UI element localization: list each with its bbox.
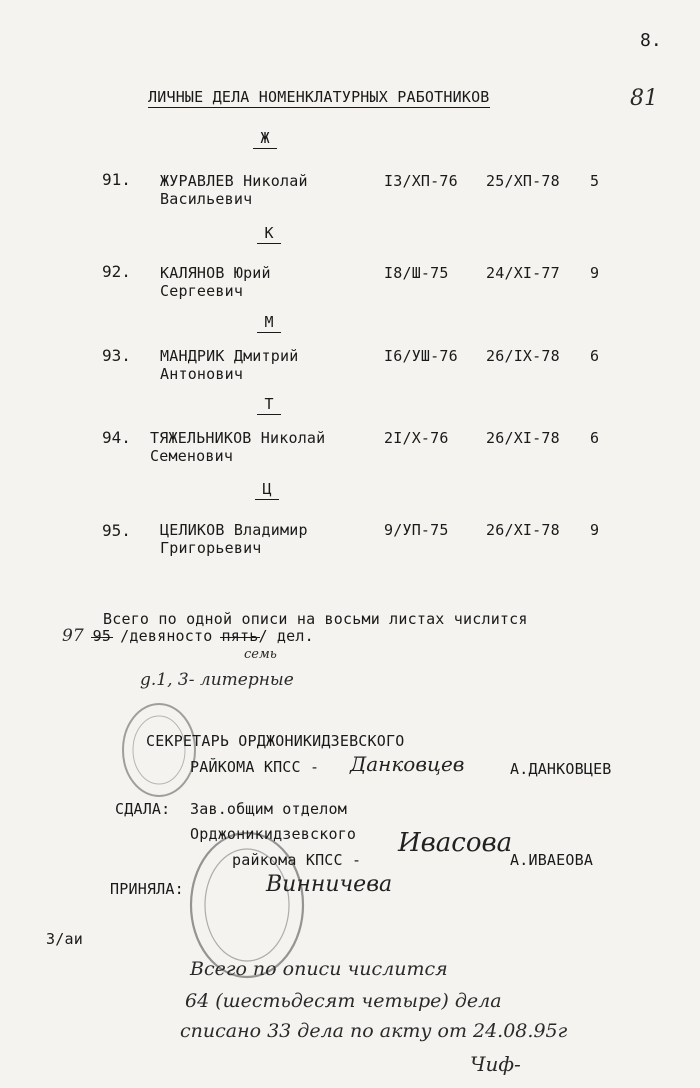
entry-patronymic: Сергеевич: [160, 282, 244, 300]
entry-start-date: 2I/X-76: [384, 429, 449, 447]
entry-sheets: 9: [590, 264, 600, 282]
entry-patronymic: Григорьевич: [160, 539, 262, 557]
total-words-b: / дел.: [258, 627, 314, 645]
section-letter: Ж: [253, 129, 277, 149]
entry-number: 92.: [102, 262, 131, 281]
entry-start-date: I6/УШ-76: [384, 347, 458, 365]
footer-note-line-3: списано 33 дела по акту от 24.08.95г: [180, 1020, 568, 1042]
entry-number: 95.: [102, 521, 131, 540]
entry-number: 94.: [102, 428, 131, 447]
footer-note-line-1: Всего по описи числится: [190, 958, 448, 980]
total-word-struck: пять: [221, 627, 259, 645]
total-correction-handwritten: семь: [244, 647, 277, 662]
page-number: 8.: [640, 30, 662, 51]
entry-sheets: 5: [590, 172, 600, 190]
secretary-title-line-2: РАЙКОМА КПСС -: [190, 758, 320, 776]
entry-end-date: 24/XI-77: [486, 264, 560, 282]
handed-over-signature: Ивасова: [398, 828, 513, 858]
entry-number: 93.: [102, 346, 131, 365]
entry-sheets: 6: [590, 347, 600, 365]
section-letter: Ц: [255, 480, 279, 500]
entry-end-date: 26/IX-78: [486, 347, 560, 365]
entry-end-date: 26/XI-78: [486, 429, 560, 447]
handed-over-line-3: райкома КПСС -: [232, 851, 362, 869]
handed-over-line-1: Зав.общим отделом: [190, 800, 347, 818]
document-code: 3/аи: [46, 930, 83, 948]
total-count-handwritten: 97: [62, 626, 84, 646]
document-heading: ЛИЧНЫЕ ДЕЛА НОМЕНКЛАТУРНЫХ РАБОТНИКОВ: [148, 88, 490, 106]
handed-over-name: А.ИВАЕОВА: [510, 851, 594, 869]
entry-start-date: I8/Ш-75: [384, 264, 449, 282]
entry-name: МАНДРИК Дмитрий: [160, 347, 299, 365]
entry-name: ЖУРАВЛЕВ Николай: [160, 172, 308, 190]
entry-sheets: 6: [590, 429, 600, 447]
total-line-2: [62, 626, 314, 646]
entry-start-date: 9/УП-75: [384, 521, 449, 539]
round-stamp-upper: [120, 700, 198, 800]
secretary-signature: Данковцев: [350, 752, 465, 776]
section-letter: Т: [257, 395, 281, 415]
entry-patronymic: Васильевич: [160, 190, 253, 208]
section-letter: К: [257, 224, 281, 244]
entry-name: ТЯЖЕЛЬНИКОВ Николай: [150, 429, 326, 447]
entry-end-date: 26/XI-78: [486, 521, 560, 539]
entry-number: 91.: [102, 170, 131, 189]
total-count-struck: 95: [92, 627, 112, 645]
total-line-1: Всего по одной описи на восьми листах числится: [103, 610, 528, 628]
footer-signature: Чиф-: [470, 1052, 521, 1076]
entry-start-date: I3/XП-76: [384, 172, 458, 190]
entry-name: КАЛЯНОВ Юрий: [160, 264, 271, 282]
entry-patronymic: Антонович: [160, 365, 244, 383]
handed-over-label: СДАЛА:: [115, 800, 171, 818]
section-letter: М: [257, 313, 281, 333]
secretary-title-line-1: СЕКРЕТАРЬ ОРДЖОНИКИДЗЕВСКОГО: [146, 732, 405, 750]
entry-sheets: 9: [590, 521, 600, 539]
footer-note-line-2: 64 (шестьдесят четыре) дела: [185, 990, 502, 1012]
secretary-name: А.ДАНКОВЦЕВ: [510, 760, 612, 778]
entry-end-date: 25/XП-78: [486, 172, 560, 190]
sheet-number-handwritten: 81: [630, 86, 658, 111]
entry-name: ЦЕЛИКОВ Владимир: [160, 521, 308, 539]
literal-cases-note: g.1, 3- литерные: [140, 670, 294, 690]
total-words-a: /девяносто: [120, 627, 213, 645]
accepted-signature: Винничева: [266, 872, 393, 897]
entry-patronymic: Семенович: [150, 447, 234, 465]
accepted-label: ПРИНЯЛА:: [110, 880, 184, 898]
handed-over-line-2: Орджоникидзевского: [190, 825, 357, 843]
